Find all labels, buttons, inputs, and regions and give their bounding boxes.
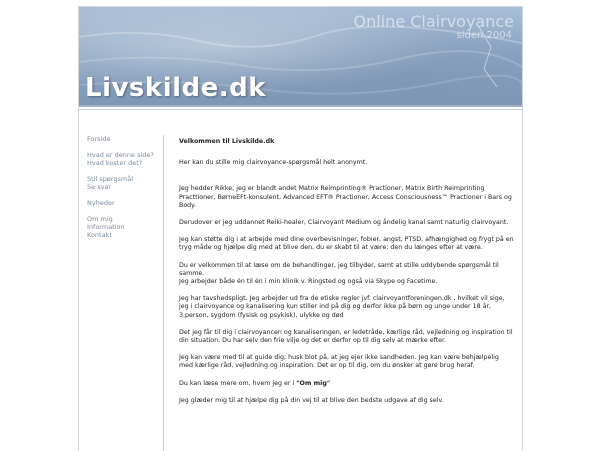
content-paragraph: Det jeg får til dig i clairvoyancen og kanaliseringen, er ledetråde, kærlige råd, vejledning og inspiration til din situation. Du har selv den frie vilje og det er derfor op til dig selv at mærke efter. bbox=[179, 328, 513, 345]
nav-link-se-svar[interactable]: Se svar bbox=[87, 183, 112, 191]
banner-divider-thin bbox=[79, 109, 522, 110]
nav-group bbox=[87, 199, 163, 207]
sidebar-nav bbox=[87, 135, 163, 247]
nav-link-kontakt[interactable]: Kontakt bbox=[87, 231, 112, 239]
closing-paragraph: Jeg glæder mig til at hjælpe dig på din vej til at blive den bedste udgave af dig selv. bbox=[179, 396, 444, 404]
sidebar-separator bbox=[163, 135, 164, 451]
content-paragraph: Jeg hedder Rikke; jeg er blandt andet Matrix Reimprinting® Practioner, Matrix Birth Reimprinting Practtioner, BørneEFt-konsulent, Advanced EFT® Practioner, Access Consciousness™ Practioner i Bars og Body. bbox=[179, 185, 512, 209]
nav-link-om-mig[interactable]: Om mig bbox=[87, 215, 113, 223]
content-paragraph: Derudover er jeg uddannet Reiki-healer, Clairvoyant Medium og åndelig kanal samt naturlig clairvoyant. bbox=[179, 219, 509, 227]
header-banner bbox=[79, 7, 522, 105]
banner-divider bbox=[79, 105, 522, 107]
nav-group bbox=[87, 215, 163, 239]
tagline: Online Clairvoyance bbox=[353, 12, 514, 31]
nav-link-forside[interactable]: Forside bbox=[87, 135, 111, 143]
om-mig-link[interactable]: "Om mig" bbox=[296, 379, 331, 387]
content-paragraph: Jeg kan være med til at guide dig; husk blot på, at jeg ejer ikke sandheden. Jeg kan være behjælpelig med kærlige råd, vejledning og inspiration. Det er op til dig, om du ønsker at gøre brug heraf. bbox=[179, 354, 499, 370]
since-label: siden 2004 bbox=[456, 30, 512, 41]
content-paragraph: Jeg har tavshedspligt. Jeg arbejder ud fra de etiske regler jvf. clairvoyantforeningen.dk , hvilket vil sige, jeg i clairvoyance og kanalisering kun stiller ind på dig og derfor ikke på børn og unge under 18 år, 3.person, sygdom (fysisk og psykisk), ulykke og død bbox=[179, 295, 505, 319]
nav-link-stil-spoergsmaal[interactable]: Stil spørgsmål bbox=[87, 175, 134, 183]
content-paragraph: Du er velkommen til at læse om de behandlinger, jeg tilbyder, samt at stille uddybende spørgsmål til samme. Jeg arbejder både én til én i min klinik v. Ringsted og også via Skype og Facetime. bbox=[179, 261, 499, 286]
nav-link-hvad-koster-det[interactable]: Hvad koster det? bbox=[87, 159, 143, 167]
nav-group bbox=[87, 135, 163, 143]
nav-link-nyheder[interactable]: Nyheder bbox=[87, 199, 115, 207]
site-title[interactable]: Livskilde.dk bbox=[85, 73, 267, 103]
nav-group bbox=[87, 175, 163, 191]
read-more-paragraph bbox=[179, 380, 514, 388]
nav-link-hvad-er-denne-side[interactable]: Hvad er denne side? bbox=[87, 151, 154, 159]
nav-link-information[interactable]: Information bbox=[87, 223, 125, 231]
read-more-text: Du kan læse mere om, hvem jeg er i bbox=[179, 379, 297, 387]
content-paragraph: Jeg kan støtte dig i at arbejde med dine overbevisninger, fobier, angst, PTSD, afhængighed og frygt på en tryg måde og hjælpe dig med at blive den, du er skabt til at være; den du længes efter at være. bbox=[179, 236, 514, 252]
main-content bbox=[179, 138, 514, 414]
page-container bbox=[78, 6, 523, 451]
nav-group bbox=[87, 151, 163, 167]
page-heading: Velkommen til Livskilde.dk bbox=[179, 138, 275, 145]
intro-paragraph: Her kan du stille mig clairvoyance-spørgsmål helt anonymt. bbox=[179, 159, 368, 167]
